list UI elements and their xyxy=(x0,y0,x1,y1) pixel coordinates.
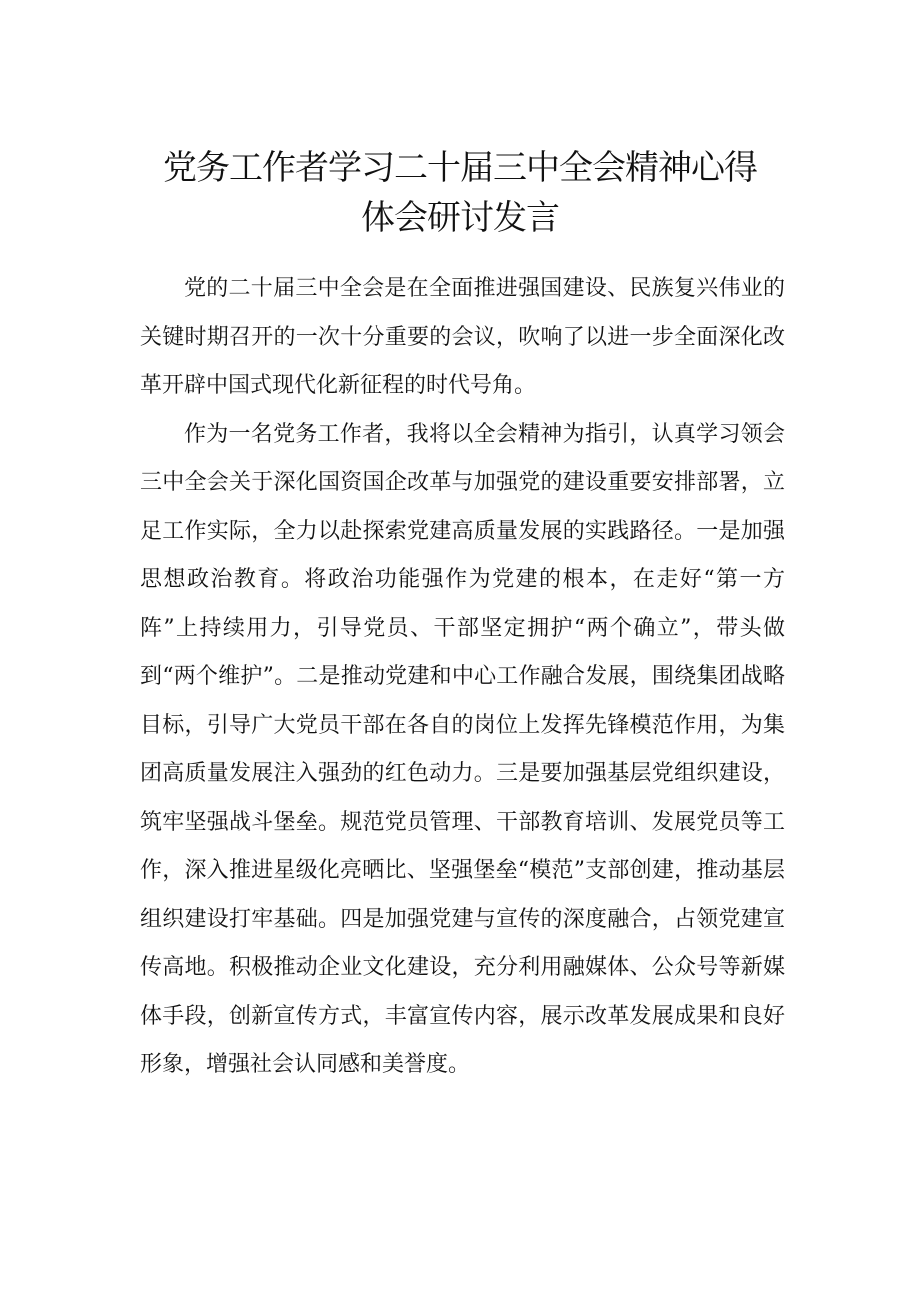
paragraph-intro: 党的二十届三中全会是在全面推进强国建设、民族复兴伟业的关键时期召开的一次十分重要的会议，吹响了以进一步全面深化改革开辟中国式现代化新征程的时代号角。 xyxy=(140,276,785,398)
document-body xyxy=(140,265,785,1090)
paragraph-main: 作为一名党务工作者，我将以全会精神为指引，认真学习领会三中全会关于深化国资国企改革与加强党的建设重要安排部署，立足工作实际，全力以赴探索党建高质量发展的实践路径。一是加强思想政治教育。将政治功能强作为党建的根本，在走好“第一方阵”上持续用力，引导党员、干部坚定拥护“两个确立”，带头做到“两个维护”。二是推动党建和中心工作融合发展，围绕集团战略目标，引导广大党员干部在各自的岗位上发挥先锋模范作用，为集团高质量发展注入强劲的红色动力。三是要加强基层党组织建设，筑牢坚强战斗堡垒。规范党员管理、干部教育培训、发展党员等工作，深入推进星级化亮晒比、坚强堡垒“模范”支部创建，推动基层组织建设打牢基础。四是加强党建与宣传的深度融合，占领党建宣传高地。积极推动企业文化建设，充分利用融媒体、公众号等新媒体手段，创新宣传方式，丰富宣传内容，展示改革发展成果和良好形象，增强社会认同感和美誉度。 xyxy=(140,421,785,1077)
title-line-2: 体会研讨发言 xyxy=(361,198,559,238)
document-title xyxy=(140,143,780,243)
title-line-1: 党务工作者学习二十届三中全会精神心得 xyxy=(163,148,757,188)
